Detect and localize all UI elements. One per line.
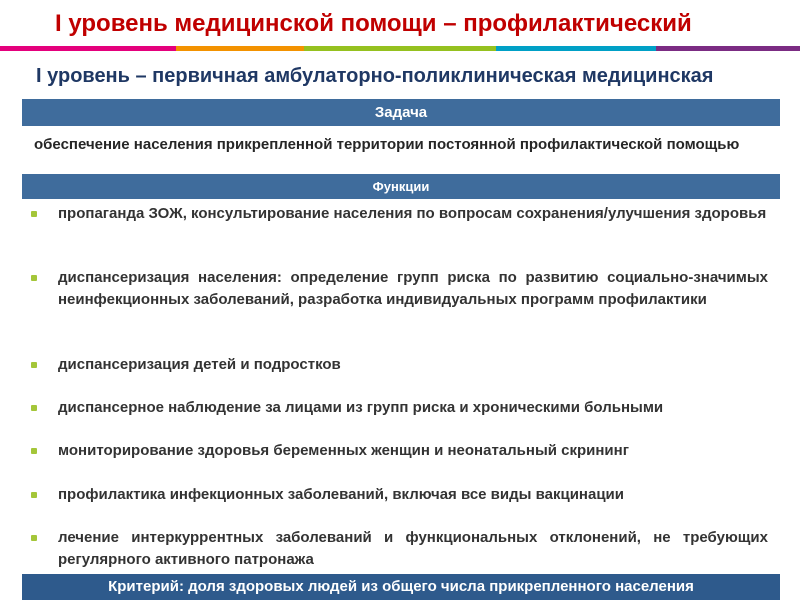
slide-subtitle: I уровень – первичная амбулаторно-поликлиническая медицинская [36,65,714,87]
list-item [28,440,778,462]
stripe-segment [176,46,304,51]
task-text: обеспечение населения прикрепленной территории постоянной профилактической помощью [34,136,740,153]
bullet-icon [31,362,37,368]
stripe-segment [304,46,496,51]
bullet-icon [31,211,37,217]
bullet-icon [31,405,37,411]
stripe-segment [496,46,656,51]
list-item [28,354,778,376]
list-item [28,203,778,225]
function-text: диспансеризация детей и подростков [58,356,341,373]
bullet-icon [31,535,37,541]
list-item [28,484,778,506]
task-header-bar: Задача [22,99,780,126]
function-text: лечение интеркуррентных заболеваний и функциональных отклонений, не требующих регулярного активного патронажа [58,529,768,568]
function-text: диспансерное наблюдение за лицами из групп риска и хроническими больными [58,399,664,416]
slide-title: I уровень медицинской помощи – профилактический [55,10,692,37]
list-item [28,267,778,311]
list-item [28,397,778,419]
function-text: профилактика инфекционных заболеваний, включая все виды вакцинации [58,486,625,503]
color-stripe [0,46,800,51]
stripe-segment [656,46,800,51]
function-text: пропаганда ЗОЖ, консультирование населения по вопросам сохранения/улучшения здоровья [58,205,767,222]
functions-header-bar: Функции [22,174,780,199]
bullet-icon [31,275,37,281]
bullet-icon [31,448,37,454]
bullet-icon [31,492,37,498]
criterion-bar: Критерий: доля здоровых людей из общего числа прикрепленного населения [22,574,780,600]
list-item [28,527,778,571]
stripe-segment [0,46,176,51]
function-text: мониторирование здоровья беременных женщин и неонатальный скрининг [58,442,629,459]
function-text: диспансеризация населения: определение групп риска по развитию социально-значимых неинфекционных заболеваний, разработка индивидуальных программ профилактики [58,269,768,308]
